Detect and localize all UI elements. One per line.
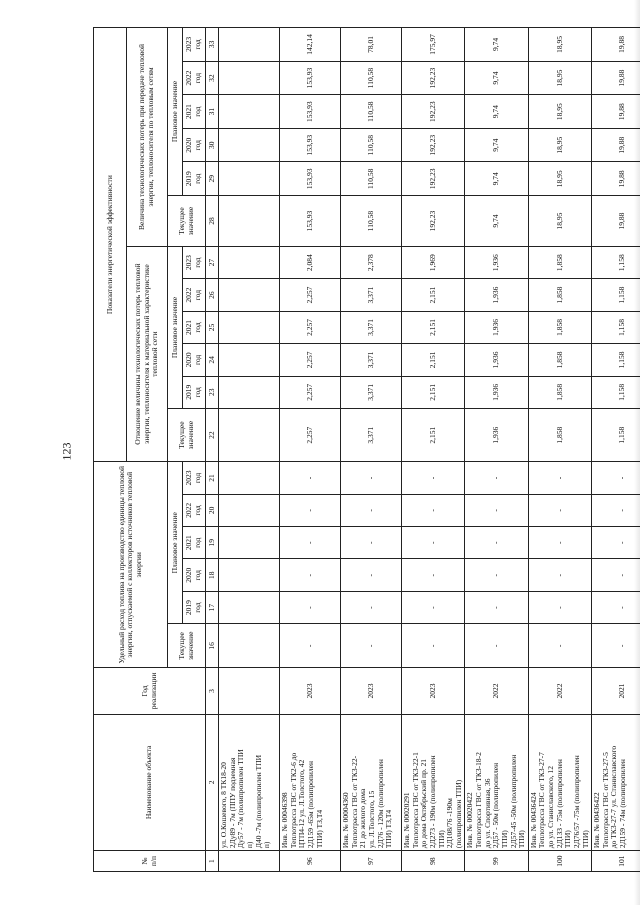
loss-ratio-cell: 1,158	[592, 279, 640, 311]
object-name-cell: Инв. № 00436422 Теплотрасса ГВС от ТК3-27-5 до ТК3-27-7 ул. Станиславского 2Д159 - 74м (полипропилен	[592, 714, 640, 851]
fuel-rate-cell: -	[465, 624, 528, 668]
loss-value-cell: 19,88	[592, 196, 640, 247]
loss-ratio-cell: 1,969	[402, 246, 465, 278]
loss-ratio-cell	[219, 311, 280, 343]
loss-value-cell: 153,93	[280, 61, 341, 95]
loss-value-cell: 110,58	[341, 61, 402, 95]
fuel-rate-cell: -	[280, 624, 341, 668]
loss-value-cell: 110,58	[341, 128, 402, 162]
loss-value-cell: 18,95	[528, 196, 591, 247]
loss-ratio-cell: 2,257	[280, 376, 341, 408]
object-name-cell: ул. О.Кошевого, 8 ТК18-20 2Дy89 - 7м (ППУ подземная Ду57 - 7м (полипропилен ТПИ п) Д40 -7м (полипропилен ТПИ п)	[219, 714, 280, 851]
fuel-rate-cell: -	[465, 462, 528, 494]
loss-ratio-cell: 2,257	[280, 311, 341, 343]
header-planned-value: Плановое значение	[168, 462, 183, 624]
header-efficiency-group: Показатели энергетической эффективности	[94, 28, 127, 462]
fuel-rate-cell	[219, 591, 280, 623]
object-name-cell: Инв. № 00436424 Теплотрасса ГВС от ТК3-27-7 до ул. Станиславского, 12 2Д133 - 75м (полипропилен ТПИ) 2Д76/57 -75м (полипропилен ТПИ)	[528, 714, 591, 851]
fuel-rate-cell: -	[341, 494, 402, 526]
fuel-rate-cell: -	[402, 624, 465, 668]
loss-value-cell: 175,97	[402, 28, 465, 62]
header-year-2021: 2021 год	[183, 95, 206, 129]
loss-ratio-cell: 1,936	[465, 376, 528, 408]
fuel-rate-cell: -	[341, 559, 402, 591]
loss-value-cell: 192,23	[402, 128, 465, 162]
implementation-year-cell: 2022	[528, 668, 591, 714]
loss-ratio-cell: 1,858	[528, 409, 591, 462]
column-number-cell: 22	[206, 409, 219, 462]
loss-ratio-cell: 1,858	[528, 246, 591, 278]
row-number-cell	[219, 851, 280, 872]
loss-value-cell: 9,74	[465, 196, 528, 247]
object-name-cell: Инв. № 00020422 Теплотрасса ГВС от ТК3-18-2 до ул. Спортивная, 36 2Д57 - 50м (полипропилен ТПИ) 2Д57-45 -50м (полипропилен ТПИ)	[465, 714, 528, 851]
object-name-cell: Инв. № 00046398 Теплотрасса ГВС от ТК2-6 до ЦТП4-12 ул. Л.Толстого, 42 2Д159 -65м (полипропилен ТПИ) ТЗ,Т4	[280, 714, 341, 851]
loss-value-cell	[219, 61, 280, 95]
fuel-rate-cell: -	[592, 624, 640, 668]
loss-value-cell: 192,23	[402, 61, 465, 95]
loss-ratio-cell: 2,257	[280, 279, 341, 311]
loss-ratio-cell: 1,858	[528, 311, 591, 343]
column-number-cell: 1	[206, 851, 219, 872]
fuel-rate-cell: -	[402, 462, 465, 494]
fuel-rate-cell: -	[280, 527, 341, 559]
loss-value-cell: 19,88	[592, 95, 640, 129]
loss-ratio-cell: 1,936	[465, 246, 528, 278]
header-year-2019: 2019 год	[183, 162, 206, 196]
loss-ratio-cell	[219, 376, 280, 408]
header-year-2019: 2019 год	[183, 591, 206, 623]
loss-value-cell	[219, 196, 280, 247]
fuel-rate-cell	[219, 624, 280, 668]
header-year-2023: 2023 год	[183, 246, 206, 278]
loss-ratio-cell: 2,151	[402, 376, 465, 408]
row-number-cell: 96	[280, 851, 341, 872]
header-current-value: Текущее значение	[168, 624, 206, 668]
header-year-2021: 2021 год	[183, 527, 206, 559]
header-year-2020: 2020 год	[183, 128, 206, 162]
column-number-cell: 17	[206, 591, 219, 623]
row-number-cell: 99	[465, 851, 528, 872]
implementation-year-cell: 2023	[402, 668, 465, 714]
loss-value-cell: 153,93	[280, 95, 341, 129]
loss-value-cell: 142,14	[280, 28, 341, 62]
loss-ratio-cell: 3,371	[341, 409, 402, 462]
loss-value-cell: 18,95	[528, 95, 591, 129]
loss-ratio-cell: 3,371	[341, 311, 402, 343]
loss-ratio-cell: 1,858	[528, 279, 591, 311]
table-row	[280, 28, 341, 872]
fuel-rate-cell: -	[592, 462, 640, 494]
loss-ratio-cell: 1,158	[592, 246, 640, 278]
header-ratio-group: Отношение величины технологических потерь тепловой энергии, теплоносителя к материальной характеристике тепловой сети	[127, 246, 168, 461]
loss-ratio-cell: 3,371	[341, 344, 402, 376]
loss-ratio-cell: 2,151	[402, 344, 465, 376]
table-row	[465, 28, 528, 872]
loss-value-cell: 192,23	[402, 162, 465, 196]
loss-value-cell: 19,88	[592, 61, 640, 95]
fuel-rate-cell	[219, 494, 280, 526]
loss-ratio-cell: 3,371	[341, 279, 402, 311]
loss-ratio-cell: 1,936	[465, 344, 528, 376]
row-number-cell: 98	[402, 851, 465, 872]
table-row	[402, 28, 465, 872]
loss-value-cell: 110,58	[341, 95, 402, 129]
fuel-rate-cell: -	[402, 527, 465, 559]
loss-ratio-cell: 1,936	[465, 409, 528, 462]
object-name-cell: Инв. № 00004360 Теплотрасса ГВС от ТК3-22- 21 до жилого дома ул. Л.Толстого, 15 2Д76 - 120м (полипропилен ТПИ) ТЗ,Т4	[341, 714, 402, 851]
loss-ratio-cell: 1,158	[592, 311, 640, 343]
table-row	[528, 28, 591, 872]
loss-ratio-cell: 2,151	[402, 409, 465, 462]
header-year-2023: 2023 год	[183, 462, 206, 494]
loss-ratio-cell: 2,257	[280, 344, 341, 376]
loss-value-cell: 78,01	[341, 28, 402, 62]
table-row	[341, 28, 402, 872]
loss-value-cell: 110,58	[341, 162, 402, 196]
header-year-2020: 2020 год	[183, 344, 206, 376]
column-number-cell: 18	[206, 559, 219, 591]
fuel-rate-cell: -	[341, 624, 402, 668]
column-number-cell: 33	[206, 28, 219, 62]
fuel-rate-cell: -	[280, 494, 341, 526]
fuel-rate-cell: -	[528, 527, 591, 559]
header-year-2022: 2022 год	[183, 61, 206, 95]
column-number-cell: 19	[206, 527, 219, 559]
fuel-rate-cell: -	[402, 494, 465, 526]
efficiency-table	[93, 27, 640, 872]
loss-ratio-cell: 1,858	[528, 376, 591, 408]
header-year-2023: 2023 год	[183, 28, 206, 62]
fuel-rate-cell: -	[592, 527, 640, 559]
loss-ratio-cell	[219, 409, 280, 462]
loss-ratio-cell	[219, 246, 280, 278]
header-fuel-group: Удельный расход топлива на производство единицы тепловой энергии, отпускаемой с коллекторов источников тепловой энергии	[94, 462, 168, 668]
fuel-rate-cell: -	[528, 462, 591, 494]
loss-value-cell: 192,23	[402, 95, 465, 129]
loss-value-cell: 9,74	[465, 95, 528, 129]
fuel-rate-cell: -	[465, 559, 528, 591]
column-number-cell: 28	[206, 196, 219, 247]
fuel-rate-cell: -	[528, 559, 591, 591]
loss-value-cell	[219, 95, 280, 129]
row-number-cell: 97	[341, 851, 402, 872]
fuel-rate-cell: -	[341, 591, 402, 623]
loss-value-cell: 19,88	[592, 162, 640, 196]
row-number-cell: 100	[528, 851, 591, 872]
column-number-row	[206, 28, 219, 872]
column-number-cell: 20	[206, 494, 219, 526]
loss-value-cell: 9,74	[465, 28, 528, 62]
loss-value-cell: 9,74	[465, 128, 528, 162]
row-number-cell: 101	[592, 851, 640, 872]
fuel-rate-cell: -	[592, 559, 640, 591]
column-number-cell: 26	[206, 279, 219, 311]
table-row	[219, 28, 280, 872]
loss-value-cell: 9,74	[465, 61, 528, 95]
implementation-year-cell: 2023	[280, 668, 341, 714]
loss-value-cell: 19,88	[592, 128, 640, 162]
table-body	[219, 28, 640, 872]
fuel-rate-cell	[219, 527, 280, 559]
fuel-rate-cell: -	[528, 591, 591, 623]
header-year-2022: 2022 год	[183, 279, 206, 311]
loss-value-cell: 153,93	[280, 196, 341, 247]
fuel-rate-cell: -	[402, 591, 465, 623]
fuel-rate-cell: -	[341, 462, 402, 494]
rotated-table-sheet	[93, 27, 627, 872]
object-name-cell: Инв. № 00020291 Теплотрасса ГВС от ТК3-22-1 до дома Октябрьский пр. 21 2Д273 - 190м (полипропилен ТПИ) 2Д108/76 -190м (полипропилен ТПИ)	[402, 714, 465, 851]
loss-ratio-cell: 1,936	[465, 311, 528, 343]
loss-value-cell	[219, 28, 280, 62]
fuel-rate-cell: -	[528, 494, 591, 526]
loss-ratio-cell: 2,378	[341, 246, 402, 278]
loss-value-cell: 9,74	[465, 162, 528, 196]
loss-value-cell: 19,88	[592, 28, 640, 62]
page-number: 123	[59, 442, 74, 461]
loss-value-cell: 153,93	[280, 162, 341, 196]
loss-value-cell: 18,95	[528, 162, 591, 196]
header-name: Наименование объекта	[94, 714, 206, 851]
fuel-rate-cell: -	[528, 624, 591, 668]
implementation-year-cell	[219, 668, 280, 714]
loss-value-cell: 18,95	[528, 61, 591, 95]
loss-ratio-cell: 1,858	[528, 344, 591, 376]
header-planned-value: Плановое значение	[168, 246, 183, 408]
column-number-cell: 32	[206, 61, 219, 95]
column-number-cell: 16	[206, 624, 219, 668]
loss-ratio-cell: 1,158	[592, 409, 640, 462]
loss-ratio-cell	[219, 344, 280, 376]
loss-ratio-cell: 1,158	[592, 376, 640, 408]
column-number-cell: 2	[206, 714, 219, 851]
fuel-rate-cell: -	[465, 527, 528, 559]
fuel-rate-cell: -	[465, 591, 528, 623]
fuel-rate-cell: -	[402, 559, 465, 591]
column-number-cell: 27	[206, 246, 219, 278]
loss-ratio-cell: 2,151	[402, 279, 465, 311]
fuel-rate-cell: -	[592, 494, 640, 526]
column-number-cell: 21	[206, 462, 219, 494]
loss-value-cell	[219, 128, 280, 162]
header-current-value: Текущее значение	[168, 409, 206, 462]
implementation-year-cell: 2021	[592, 668, 640, 714]
loss-value-cell: 18,95	[528, 28, 591, 62]
header-year-2020: 2020 год	[183, 559, 206, 591]
header-losses-group: Величина технологических потерь при передаче тепловой энергии, теплоносителя по тепловым сетям	[127, 28, 168, 247]
loss-ratio-cell: 1,936	[465, 279, 528, 311]
loss-ratio-cell	[219, 279, 280, 311]
column-number-cell: 23	[206, 376, 219, 408]
loss-value-cell: 110,58	[341, 196, 402, 247]
loss-value-cell: 18,95	[528, 128, 591, 162]
column-number-cell: 30	[206, 128, 219, 162]
table-row	[592, 28, 640, 872]
loss-value-cell: 192,23	[402, 196, 465, 247]
column-number-cell: 29	[206, 162, 219, 196]
header-year-2022: 2022 год	[183, 494, 206, 526]
column-number-cell: 25	[206, 311, 219, 343]
fuel-rate-cell: -	[341, 527, 402, 559]
loss-ratio-cell: 3,371	[341, 376, 402, 408]
implementation-year-cell: 2023	[341, 668, 402, 714]
column-number-cell: 3	[206, 668, 219, 714]
fuel-rate-cell: -	[592, 591, 640, 623]
fuel-rate-cell: -	[280, 462, 341, 494]
fuel-rate-cell: -	[465, 494, 528, 526]
loss-ratio-cell: 2,257	[280, 409, 341, 462]
loss-ratio-cell: 2,084	[280, 246, 341, 278]
loss-value-cell: 153,93	[280, 128, 341, 162]
header-num: № п/п	[94, 851, 206, 872]
loss-ratio-cell: 2,151	[402, 311, 465, 343]
loss-ratio-cell: 1,158	[592, 344, 640, 376]
implementation-year-cell: 2022	[465, 668, 528, 714]
header-planned-value: Плановое значение	[168, 28, 183, 196]
fuel-rate-cell	[219, 462, 280, 494]
fuel-rate-cell: -	[280, 559, 341, 591]
column-number-cell: 31	[206, 95, 219, 129]
header-year-2021: 2021 год	[183, 311, 206, 343]
header-year-2019: 2019 год	[183, 376, 206, 408]
header-current-value: Текущее значение	[168, 196, 206, 247]
fuel-rate-cell: -	[280, 591, 341, 623]
fuel-rate-cell	[219, 559, 280, 591]
column-number-cell: 24	[206, 344, 219, 376]
loss-value-cell	[219, 162, 280, 196]
header-year: Год реализации	[94, 668, 206, 714]
